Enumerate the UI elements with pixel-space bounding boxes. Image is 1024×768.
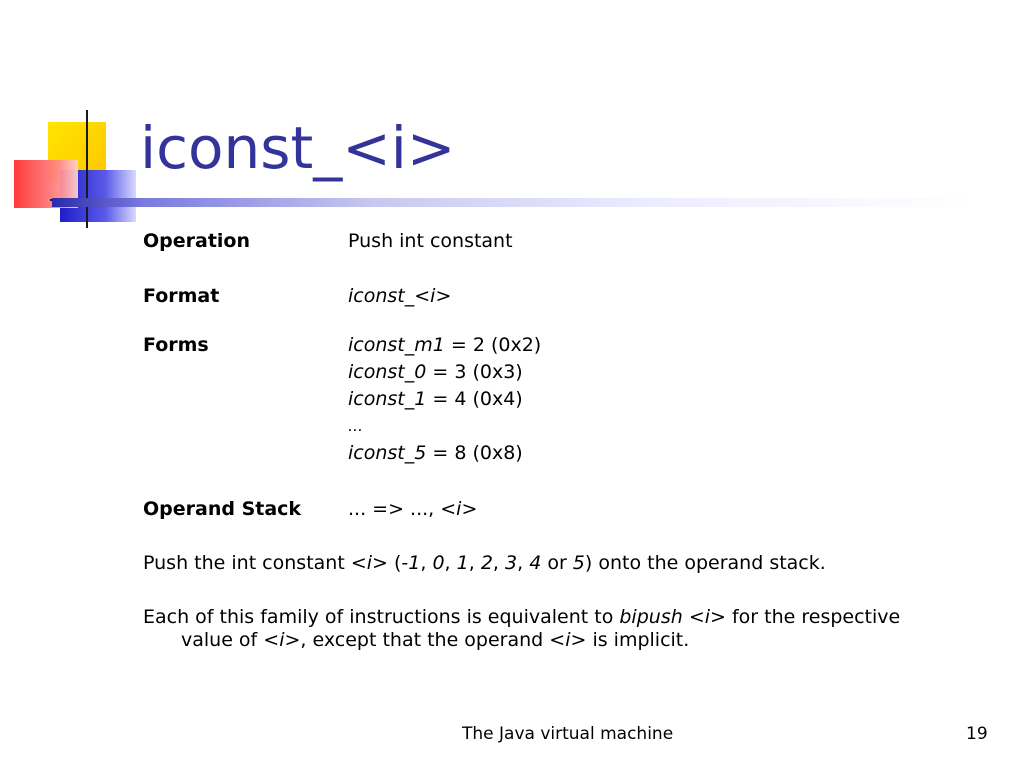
title-underline-rule xyxy=(52,198,972,207)
forms-line: iconst_5 = 8 (0x8) xyxy=(348,442,523,464)
operand-stack-value: ... => ..., <i> xyxy=(348,498,478,520)
footer-title: The Java virtual machine xyxy=(462,724,674,744)
operation-label: Operation xyxy=(143,230,251,252)
forms-line: iconst_0 = 3 (0x3) xyxy=(348,361,523,383)
forms-ellipsis: … xyxy=(348,417,363,435)
page-number: 19 xyxy=(966,724,988,744)
forms-label: Forms xyxy=(143,334,209,356)
forms-list xyxy=(348,332,541,467)
operand-stack-label: Operand Stack xyxy=(143,498,302,520)
format-value: iconst_<i> xyxy=(348,285,452,307)
slide-title: iconst_<i> xyxy=(140,114,456,182)
forms-line: iconst_1 = 4 (0x4) xyxy=(348,388,523,410)
description-paragraph-2: Each of this family of instructions is equivalent to bipush <i> for the respective value of <i>, except that the operand <i> is implicit. xyxy=(143,606,901,651)
operation-value: Push int constant xyxy=(348,230,513,252)
forms-line: iconst_m1 = 2 (0x2) xyxy=(348,334,542,356)
description-paragraph-1: Push the int constant <i> (-1, 0, 1, 2, 3, 4 or 5) onto the operand stack. xyxy=(143,552,826,574)
format-label: Format xyxy=(143,285,220,307)
